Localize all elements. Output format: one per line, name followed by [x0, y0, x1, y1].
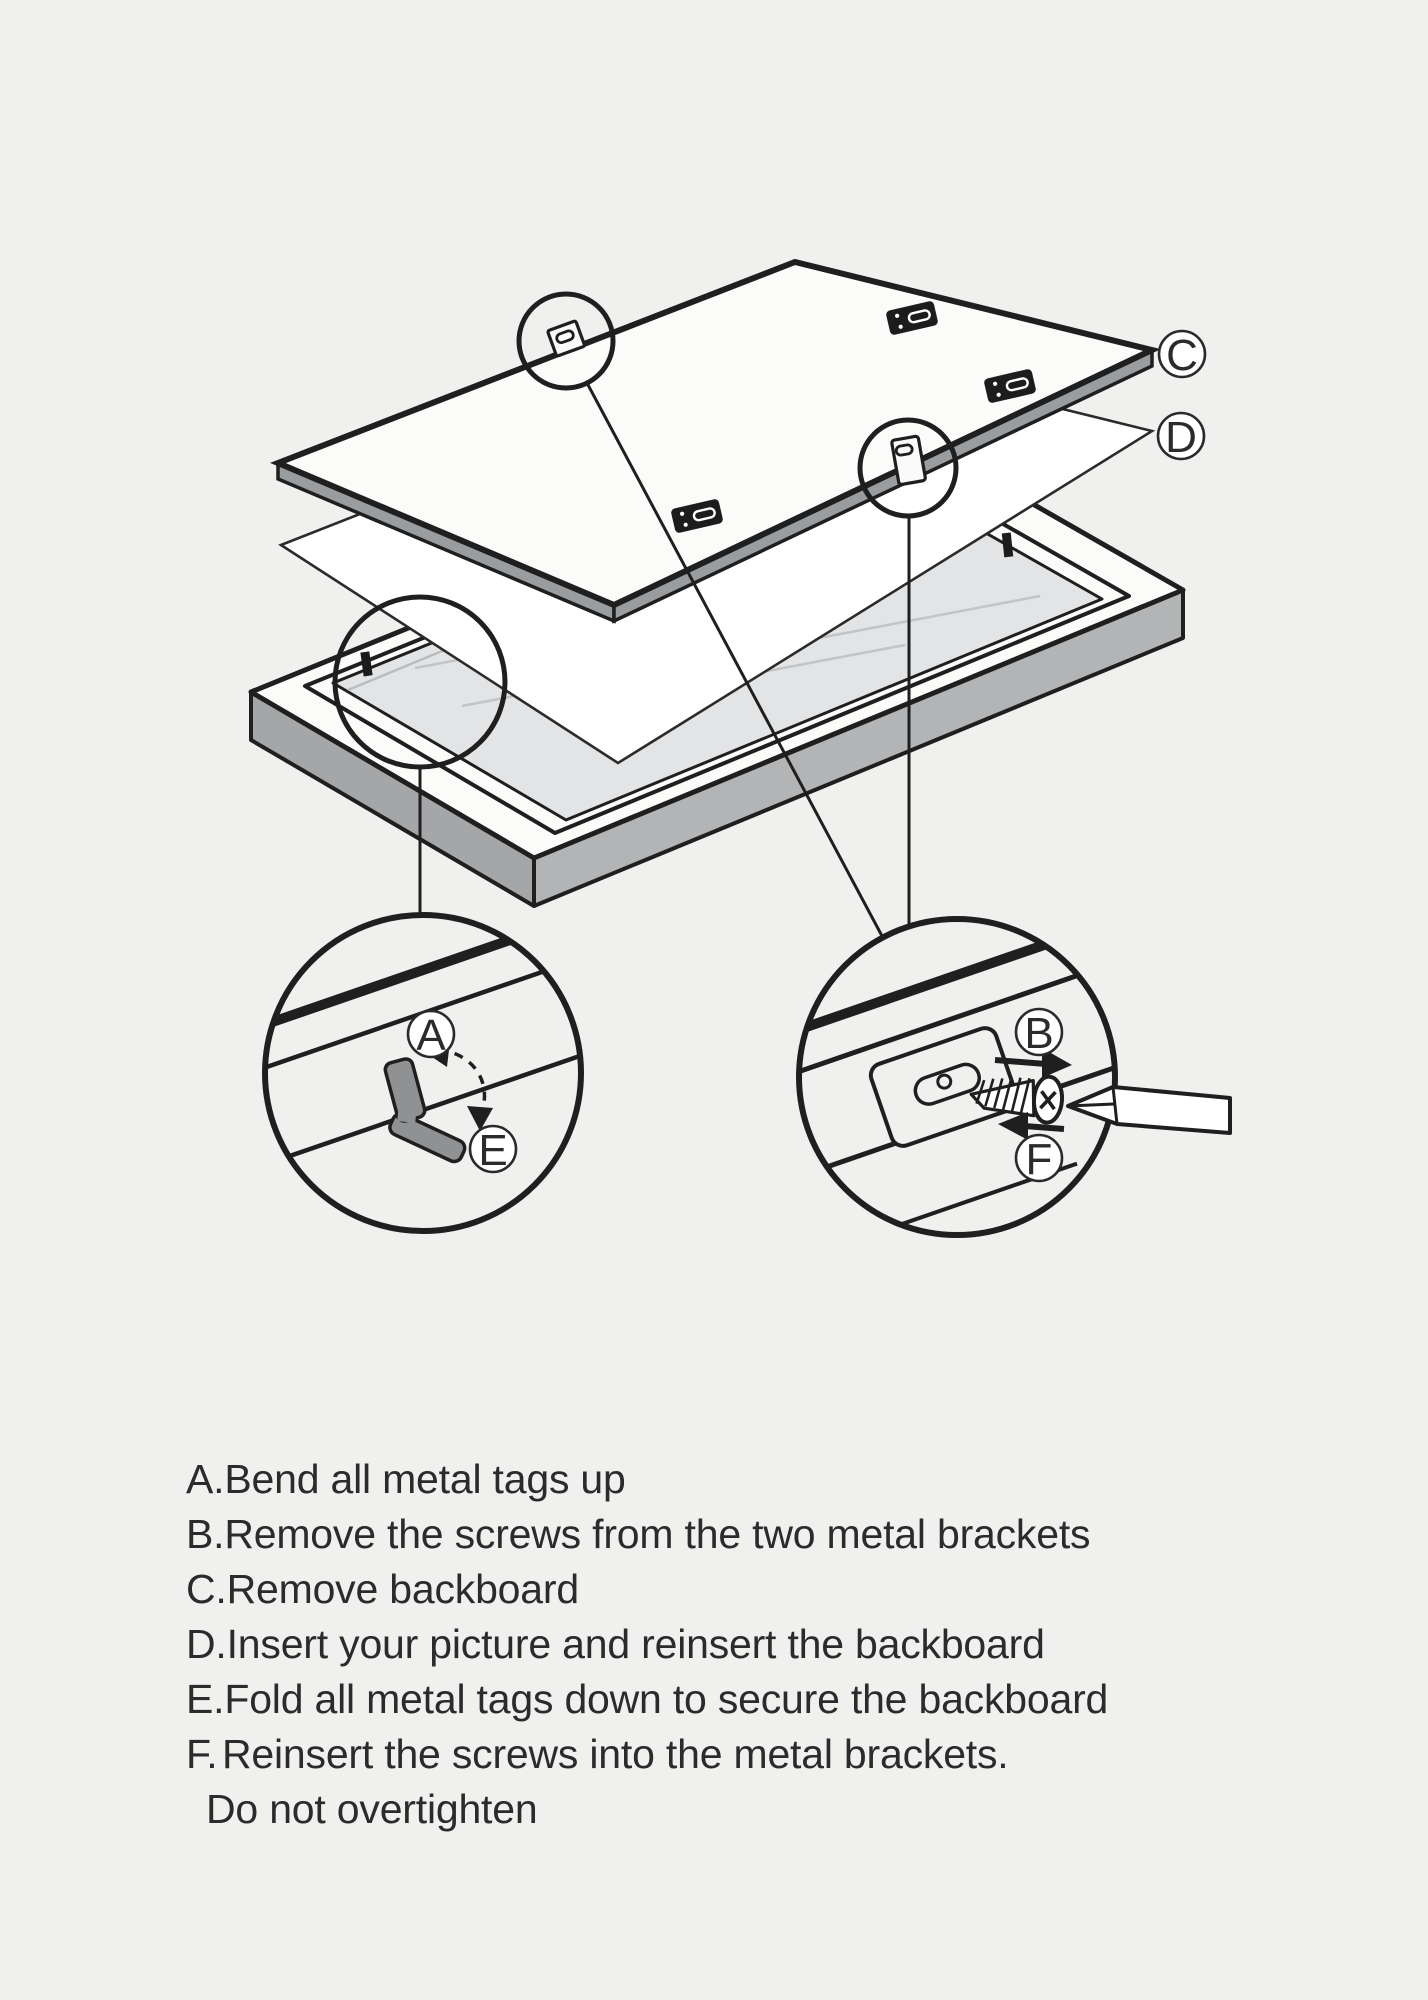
instruction-label: E. — [186, 1676, 225, 1722]
callout-a-letter: A — [416, 1011, 446, 1060]
callout-d — [1158, 413, 1204, 462]
backboard-tag-right — [891, 436, 925, 485]
instruction-text: Fold all metal tags down to secure the backboard — [224, 1676, 1109, 1722]
instruction-row — [186, 1452, 1108, 1507]
instruction-row-continuation — [186, 1782, 1108, 1837]
detail-view-screw — [787, 916, 1127, 1246]
instruction-text: Insert your picture and reinsert the backboard — [226, 1621, 1045, 1667]
callout-c — [1159, 331, 1205, 380]
instruction-row — [186, 1727, 1108, 1782]
callout-e-letter: E — [478, 1126, 508, 1175]
callout-c-letter: C — [1166, 331, 1198, 380]
instruction-row — [186, 1562, 1108, 1617]
callout-d-letter: D — [1165, 413, 1197, 462]
instruction-label: F. — [186, 1731, 218, 1777]
instruction-text: Reinsert the screws into the metal brackets. — [222, 1731, 1009, 1777]
instruction-label: B. — [186, 1511, 225, 1557]
instruction-text: Bend all metal tags up — [224, 1456, 626, 1502]
instruction-text: Remove the screws from the two metal brackets — [224, 1511, 1091, 1557]
instruction-label: C. — [186, 1566, 227, 1612]
callout-f-letter: F — [1025, 1135, 1053, 1184]
callout-b-letter: B — [1024, 1009, 1054, 1058]
instruction-list — [186, 1452, 1108, 1837]
instruction-row — [186, 1507, 1108, 1562]
instruction-row — [186, 1672, 1108, 1727]
instruction-label — [186, 1782, 206, 1837]
instruction-text: Do not overtighten — [206, 1786, 538, 1832]
detail-view-tag — [253, 911, 593, 1231]
instruction-row — [186, 1617, 1108, 1672]
instruction-label: A. — [186, 1456, 225, 1502]
instruction-text: Remove backboard — [226, 1566, 579, 1612]
instruction-label: D. — [186, 1621, 227, 1667]
